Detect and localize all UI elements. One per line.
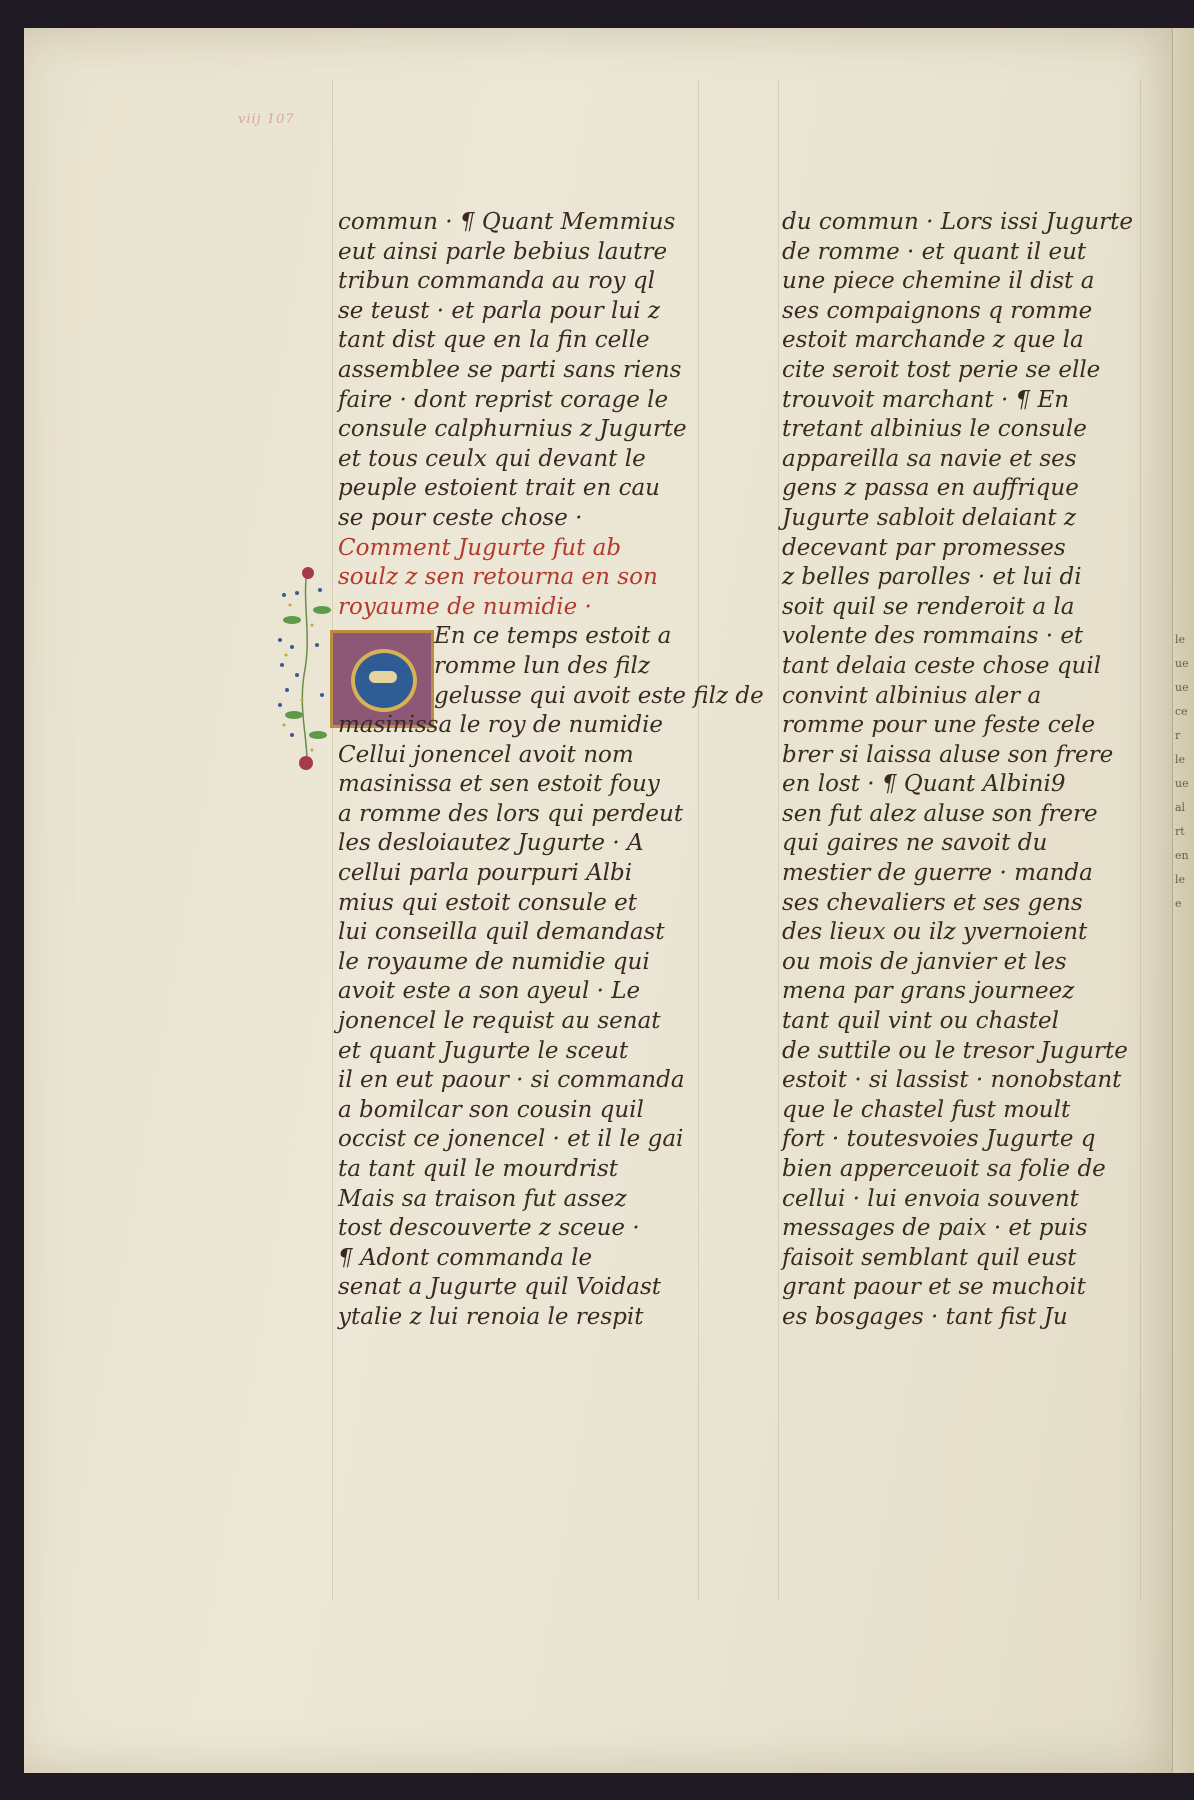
left-text-line: masinissa et sen estoit fouy	[338, 771, 660, 798]
left-text-line: Cellui jonencel avoit nom	[338, 741, 634, 768]
right-text-line: tant delaia ceste chose quil	[782, 652, 1102, 679]
left-text-line: il en eut paour · si commanda	[338, 1067, 685, 1094]
right-text-line: ses chevaliers et ses gens	[782, 889, 1083, 916]
left-text-line: et quant Jugurte le sceut	[338, 1037, 629, 1064]
left-text-line: mius qui estoit consule et	[338, 889, 637, 916]
left-text-line: soulz z sen retourna en son	[338, 564, 658, 591]
left-text-line: jonencel le requist au senat	[338, 1008, 661, 1035]
right-text-column	[782, 208, 1162, 1333]
right-text-line: de suttile ou le tresor Jugurte	[782, 1037, 1128, 1064]
left-text-line: les desloiautez Jugurte · A	[338, 830, 644, 857]
left-text-line: se pour ceste chose ·	[338, 504, 583, 531]
folio-number: viij 107	[238, 112, 295, 127]
facing-leaf-text	[1175, 628, 1193, 916]
left-text-line: assemblee se parti sans riens	[338, 356, 682, 383]
left-text-line: commun · ¶ Quant Memmius	[338, 209, 676, 235]
facing-leaf-fragment: le	[1175, 873, 1186, 886]
right-text-line: tretant albinius le consule	[782, 416, 1087, 443]
right-text-line: volente des rommains · et	[782, 623, 1084, 650]
right-text-line: soit quil se renderoit a la	[782, 593, 1075, 620]
right-text-line: des lieux ou ilz yvernoient	[782, 919, 1088, 946]
right-text-line: mena par grans journeez	[782, 978, 1075, 1005]
left-text-line: ta tant quil le mourdrist	[338, 1156, 619, 1182]
right-text-line: mestier de guerre · manda	[782, 860, 1093, 887]
left-text-column	[338, 208, 764, 1333]
right-text-line: convint albinius aler a	[782, 682, 1042, 709]
left-text-line: ¶ Adont commanda le	[338, 1244, 593, 1271]
right-text-line: Jugurte sabloit delaiant z	[782, 504, 1077, 531]
facing-leaf-fragment: ue	[1175, 777, 1189, 790]
right-text-line: z belles parolles · et lui di	[782, 564, 1082, 591]
left-text-line: le royaume de numidie qui	[338, 948, 650, 975]
left-text-line: masinissa le roy de numidie	[338, 712, 664, 739]
left-text-line: senat a Jugurte quil Voidast	[338, 1274, 661, 1301]
facing-leaf-fragment: ue	[1175, 681, 1189, 694]
right-text-line: trouvoit marchant · ¶ En	[782, 386, 1070, 413]
left-text-line: a bomilcar son cousin quil	[338, 1096, 644, 1123]
left-text-line: Mais sa traison fut assez	[338, 1185, 627, 1212]
right-text-line: qui gaires ne savoit du	[782, 830, 1048, 857]
left-text-line: a romme des lors qui perdeut	[338, 800, 684, 827]
left-text-line: peuple estoient trait en cau	[338, 475, 660, 502]
facing-leaf-fragment: e	[1175, 897, 1182, 910]
right-text-line: gens z passa en auffrique	[782, 475, 1079, 502]
right-text-line: fort · toutesvoies Jugurte q	[782, 1126, 1096, 1153]
right-text-line: sen fut alez aluse son frere	[782, 800, 1098, 827]
left-text-line: se teust · et parla pour lui z	[338, 297, 660, 324]
right-text-line: romme pour une feste cele	[782, 712, 1096, 739]
right-text-line: ses compaignons q romme	[782, 297, 1093, 324]
facing-leaf-fragment: le	[1175, 633, 1186, 646]
right-text-line: estoit marchande z que la	[782, 327, 1084, 354]
right-text-line: grant paour et se muchoit	[782, 1274, 1086, 1301]
facing-leaf-fragment: en	[1175, 849, 1189, 862]
facing-leaf-fragment: al	[1175, 801, 1186, 814]
right-text-line: estoit · si lassist · nonobstant	[782, 1067, 1122, 1094]
left-text-line: consule calphurnius z Jugurte	[338, 416, 687, 443]
left-text-line: faire · dont reprist corage le	[338, 386, 669, 413]
left-text-line: tant dist que en la fin celle	[338, 327, 650, 354]
left-text-line: tost descouverte z sceue ·	[338, 1215, 640, 1242]
facing-leaf-fragment: ue	[1175, 657, 1189, 670]
left-text-line: romme lun des filz	[434, 652, 650, 679]
right-text-line: cite seroit tost perie se elle	[782, 356, 1101, 383]
left-text-line: En ce temps estoit a	[434, 623, 672, 650]
facing-leaf-fragment: r	[1175, 729, 1181, 742]
left-text-line: ytalie z lui renoia le respit	[338, 1303, 644, 1330]
right-text-line: de romme · et quant il eut	[782, 238, 1087, 265]
facing-leaf-fragment: le	[1175, 753, 1186, 766]
left-text-line: tribun commanda au roy ql	[338, 268, 655, 295]
ruling-line-right-outer	[778, 80, 779, 1600]
right-text-line: en lost · ¶ Quant Albini9	[782, 771, 1066, 798]
facing-leaf-fragment: rt	[1175, 825, 1185, 838]
left-text-line: gelusse qui avoit este filz de	[434, 682, 764, 709]
left-text-line: cellui parla pourpuri Albi	[338, 860, 633, 887]
right-text-line: bien apperceuoit sa folie de	[782, 1156, 1106, 1182]
right-text-line: faisoit semblant quil eust	[782, 1244, 1077, 1271]
left-text-line: royaume de numidie ·	[338, 593, 592, 620]
left-text-line: eut ainsi parle bebius lautre	[338, 238, 668, 265]
left-text-line: avoit este a son ayeul · Le	[338, 978, 641, 1005]
right-text-line: brer si laissa aluse son frere	[782, 741, 1114, 768]
right-text-line: cellui · lui envoia souvent	[782, 1185, 1079, 1212]
right-text-line: decevant par promesses	[782, 534, 1066, 561]
right-text-line: es bosgages · tant fist Ju	[782, 1303, 1068, 1330]
facing-leaf-fragment: ce	[1175, 705, 1188, 718]
left-text-line: et tous ceulx qui devant le	[338, 445, 646, 472]
right-text-line: tant quil vint ou chastel	[782, 1008, 1059, 1035]
right-text-line: du commun · Lors issi Jugurte	[782, 209, 1134, 235]
left-text-line: occist ce jonencel · et il le gai	[338, 1126, 684, 1153]
right-text-line: une piece chemine il dist a	[782, 268, 1095, 295]
ruling-line-left-outer	[332, 80, 333, 1600]
right-text-line: messages de paix · et puis	[782, 1215, 1088, 1242]
left-text-line: Comment Jugurte fut ab	[338, 534, 622, 561]
right-text-line: appareilla sa navie et ses	[782, 445, 1077, 472]
right-text-line: que le chastel fust moult	[782, 1096, 1071, 1123]
facing-leaf-edge	[1172, 28, 1194, 1773]
right-text-line: ou mois de janvier et les	[782, 948, 1067, 975]
left-text-line: lui conseilla quil demandast	[338, 919, 665, 946]
